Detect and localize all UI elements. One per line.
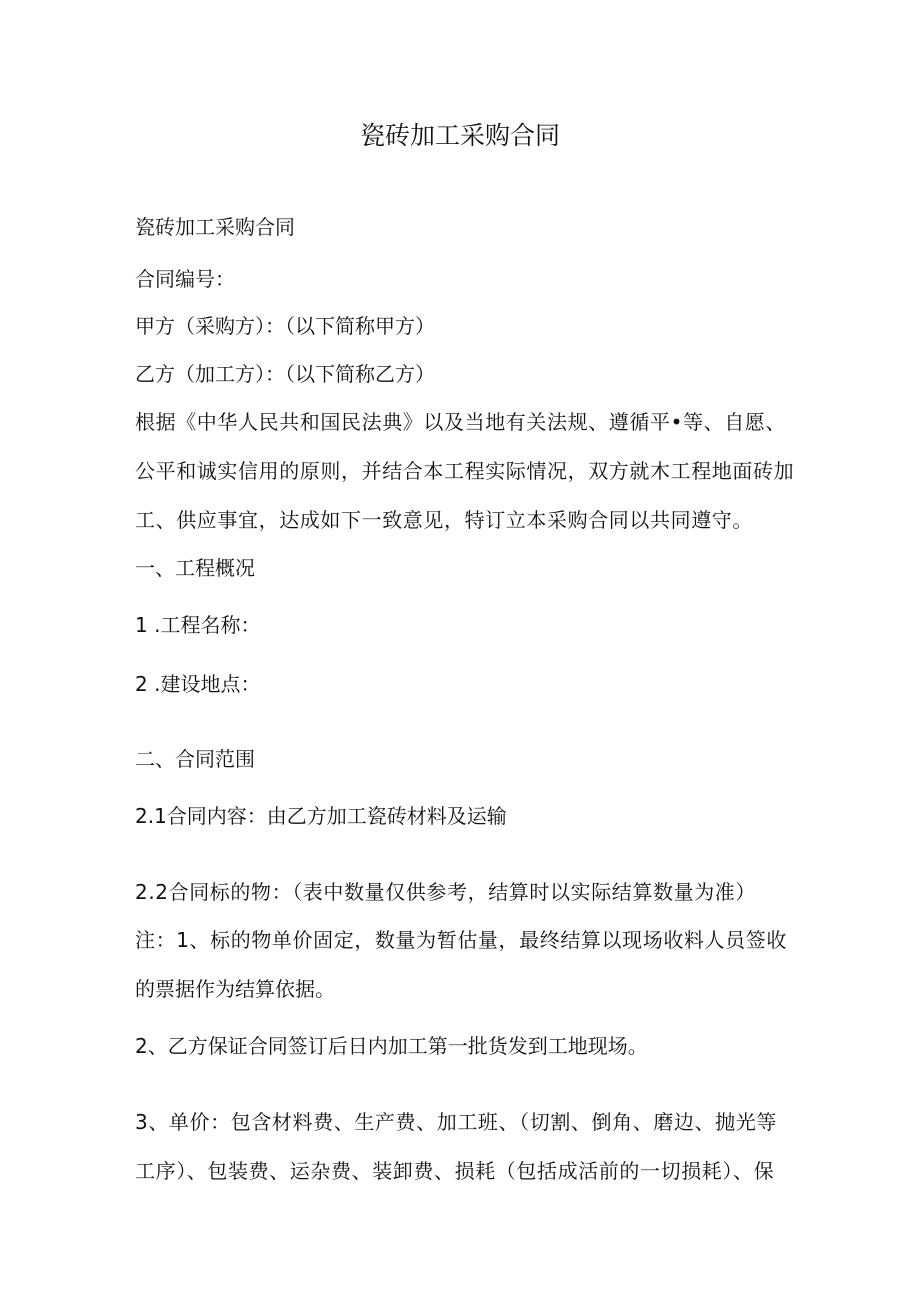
section-2-heading: 二、合同范围 — [135, 747, 255, 771]
preamble-line-2: 公平和诚实信用的原则，并结合本工程实际情况，双方就木工程地面砖加 — [135, 459, 795, 483]
clause-2-1-line: 2.1合同内容：由乙方加工瓷砖材料及运输 — [135, 804, 507, 828]
preamble-line-3: 工、供应事宜，达成如下一致意见，特订立本采购合同以共同遵守。 — [135, 508, 753, 532]
party-a-line: 甲方（采购方）：（以下简称甲方） — [135, 314, 435, 338]
note-3-line-2: 工序）、包装费、运杂费、装卸费、损耗（包括成活前的一切损耗）、保 — [135, 1159, 775, 1183]
party-b-line: 乙方（加工方）：（以下简称乙方） — [135, 362, 435, 386]
construction-site-line: 2 .建设地点： — [135, 672, 261, 696]
note-1-line-1: 注：1、标的物单价固定，数量为暂估量，最终结算以现场收料人员签收 — [135, 928, 787, 952]
note-2-line: 2、乙方保证合同签订后日内加工第一批货发到工地现场。 — [135, 1034, 648, 1058]
clause-2-2-line: 2.2合同标的物：（表中数量仅供参考，结算时以实际结算数量为准） — [135, 880, 757, 904]
project-name-line: 1 .工程名称： — [135, 613, 261, 637]
contract-heading-line: 瓷砖加工采购合同 — [135, 215, 295, 239]
contract-number-line: 合同编号： — [135, 267, 235, 291]
note-3-line-1: 3、单价：包含材料费、生产费、加工班、（切割、倒角、磨边、抛光等 — [135, 1110, 777, 1134]
preamble-line-1: 根据《中华人民共和国民法典》以及当地有关法规、遵循平•等、自愿、 — [135, 410, 786, 434]
document-title: 瓷砖加工采购合同 — [359, 121, 560, 150]
section-1-heading: 一、工程概况 — [135, 556, 255, 580]
note-1-line-2: 的票据作为结算依据。 — [135, 977, 335, 1001]
